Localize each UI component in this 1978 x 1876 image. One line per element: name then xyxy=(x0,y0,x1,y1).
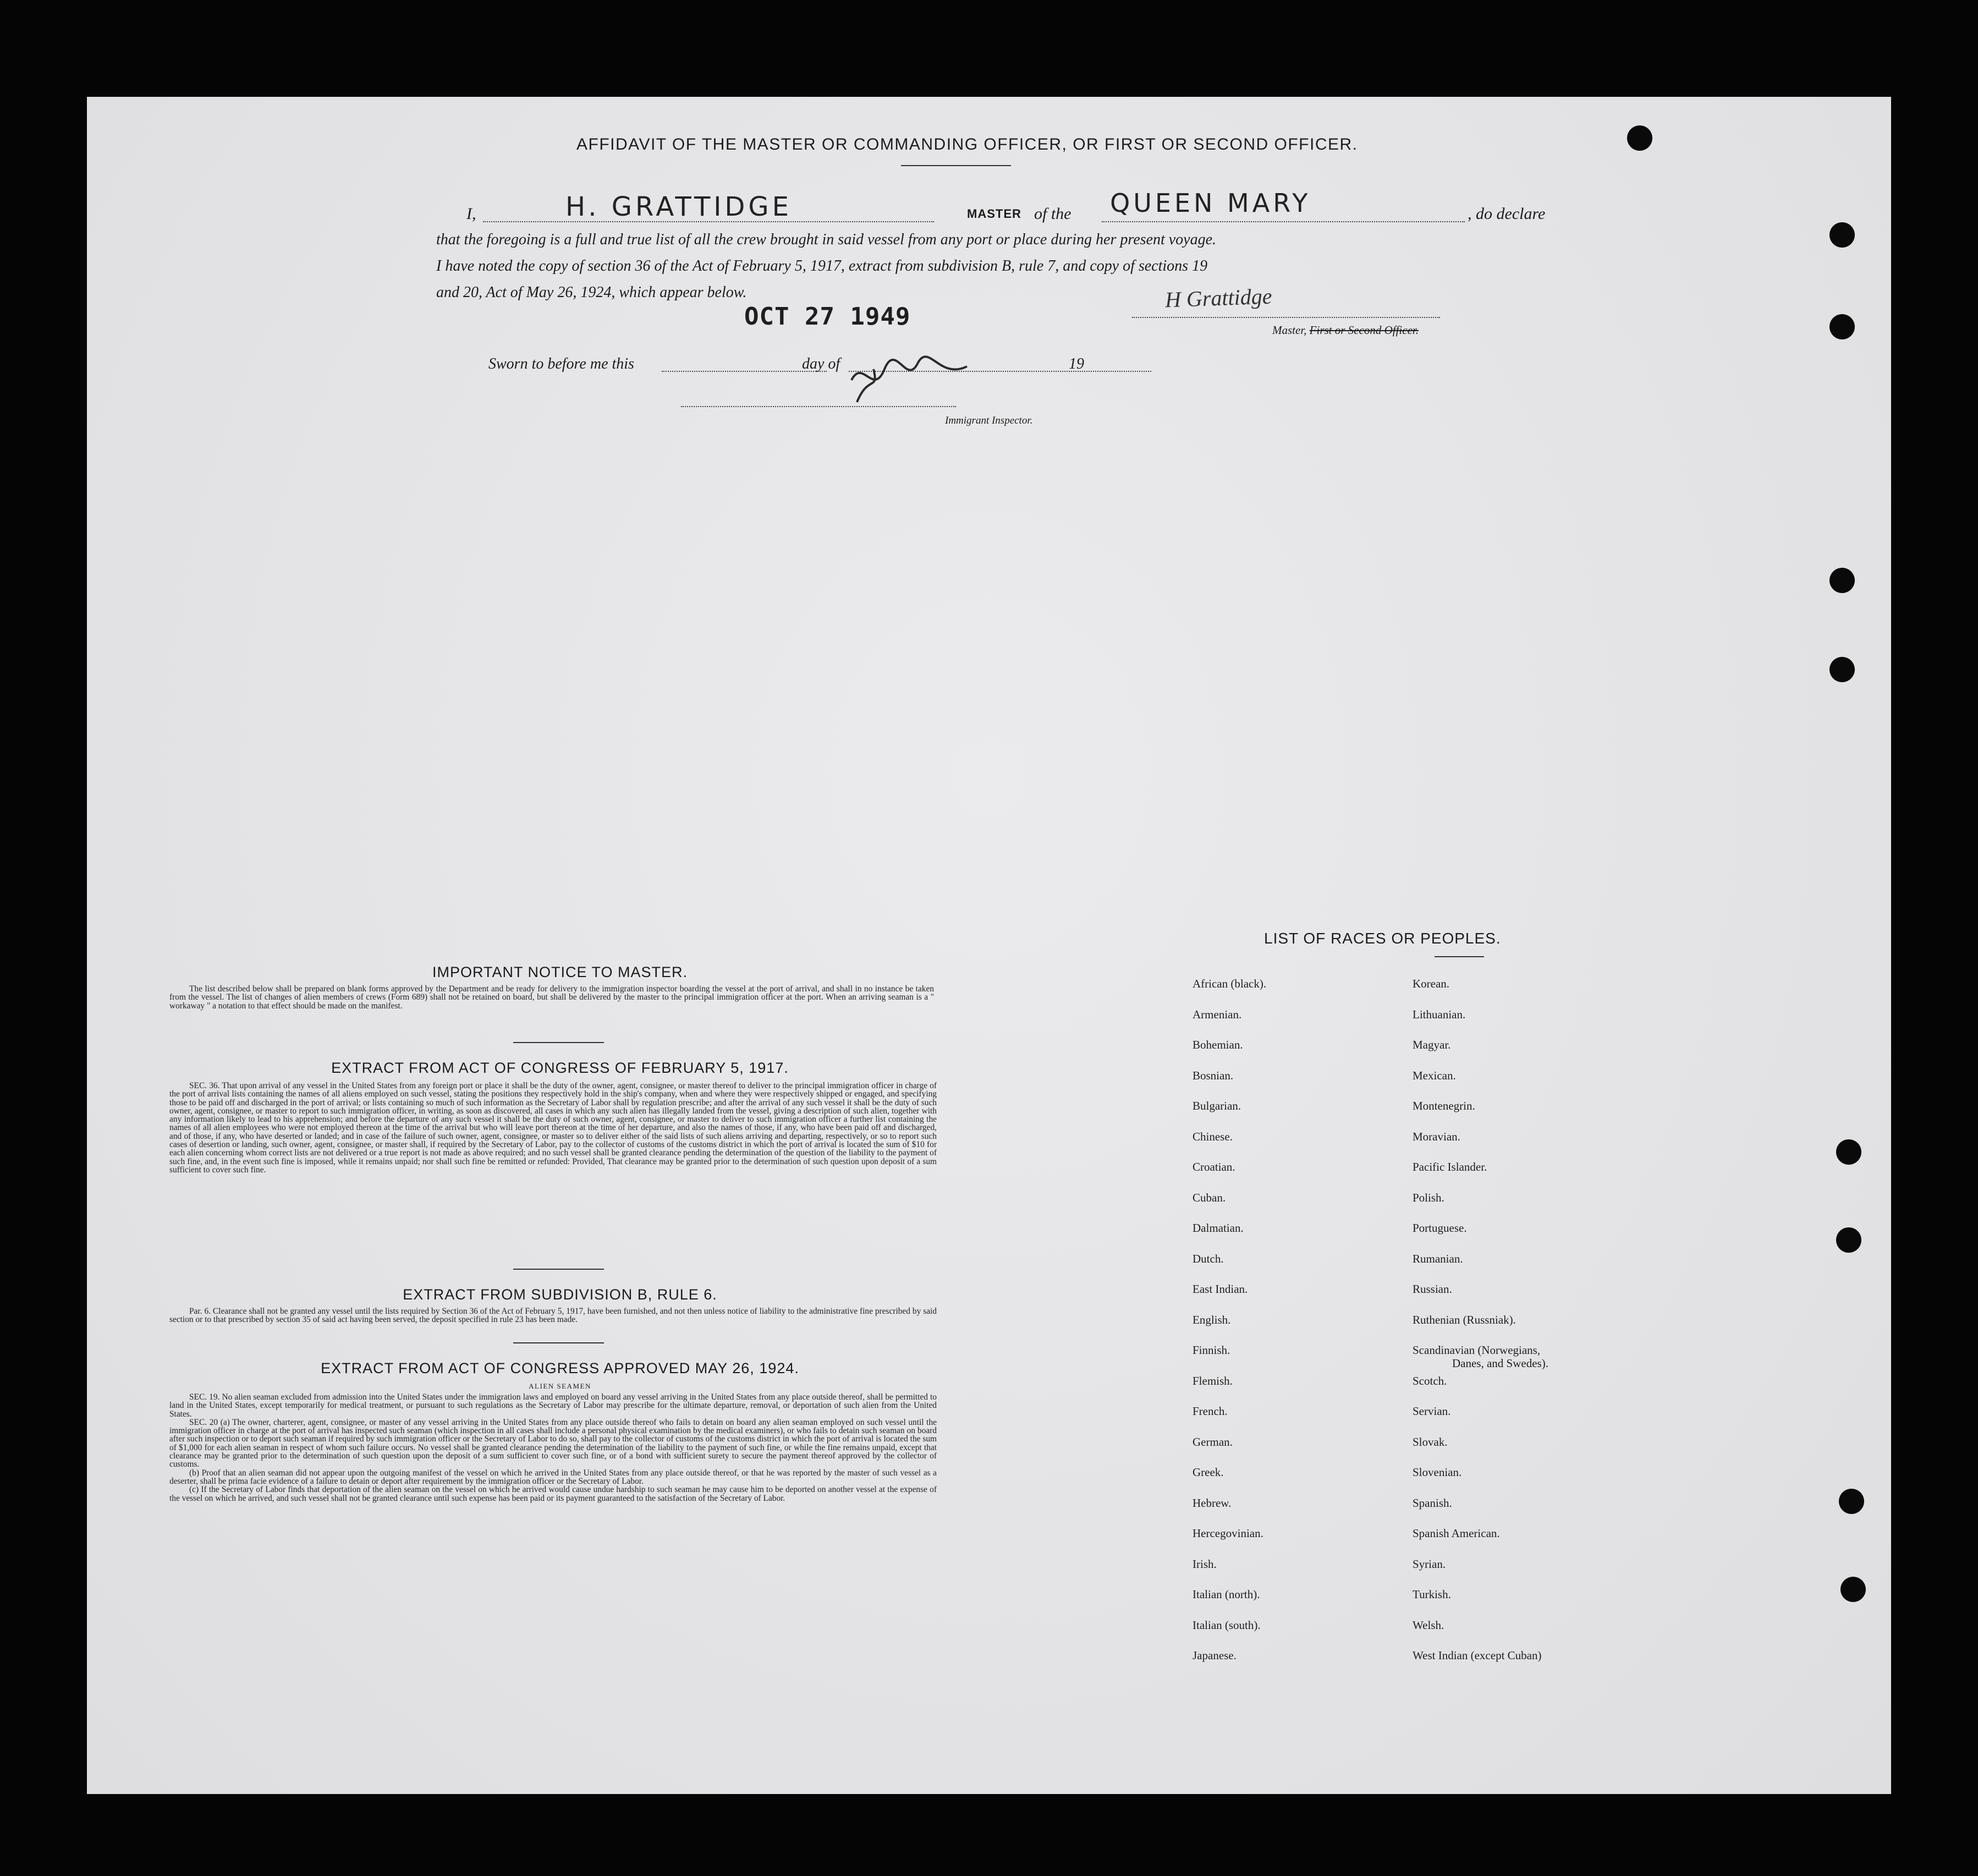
race-entry: Syrian. xyxy=(1413,1557,1446,1571)
affidavit-line-2: that the foregoing is a full and true list of all the crew brought in said vessel from any port or place during her present voyage. xyxy=(436,231,1217,248)
race-entry: Finnish. xyxy=(1193,1343,1230,1357)
extract-rule6-paragraph: Par. 6. Clearance shall not be granted any vessel until the lists required by Section 36 of the Act of February 5, 1917, have been furnished, and not then unless notice of liability to the administrative fine prescribed by said section or to that prescribed by section 35 of said act having been served, the deposit specified in rule 23 has been made. xyxy=(169,1307,937,1325)
race-entry: Spanish American. xyxy=(1413,1527,1500,1540)
sec20b-paragraph: (b) Proof that an alien seaman did not appear upon the outgoing manifest of the vessel on which he arrived in the United States from any place outside thereof, or that he was reported by the master of such vessel as a deserter, shall be prima facie evidence of a failure to detain or deport after requirement by the immigration officer or the Secretary of Labor. xyxy=(169,1468,937,1486)
race-entry: Japanese. xyxy=(1193,1649,1237,1662)
extract-1924-body xyxy=(169,1393,937,1502)
race-entry: Pacific Islander. xyxy=(1413,1160,1487,1173)
race-entry: Armenian. xyxy=(1193,1007,1242,1021)
race-entry: African (black). xyxy=(1193,977,1267,990)
of-the-label: of the xyxy=(1034,205,1072,223)
extract-1917-title: EXTRACT FROM ACT OF CONGRESS OF FEBRUARY 5, 1917. xyxy=(331,1060,789,1076)
master-label: MASTER xyxy=(967,207,1021,221)
race-entry: Ruthenian (Russniak). xyxy=(1413,1313,1516,1326)
race-entry: Scotch. xyxy=(1413,1374,1447,1387)
race-entry: Magyar. xyxy=(1413,1038,1451,1051)
inspector-signature xyxy=(840,347,972,408)
notice-rule xyxy=(513,1042,604,1043)
signature-title xyxy=(1272,323,1419,337)
day-of-label: day of xyxy=(802,355,840,372)
race-entry: Flemish. xyxy=(1193,1374,1233,1387)
race-entry: Irish. xyxy=(1193,1557,1217,1571)
do-declare-label: , do declare xyxy=(1468,205,1546,223)
extract-rule6-title: EXTRACT FROM SUBDIVISION B, RULE 6. xyxy=(403,1286,717,1303)
race-entry: Croatian. xyxy=(1193,1160,1235,1173)
extract-1917-paragraph: SEC. 36. That upon arrival of any vessel in the United States from any foreign port or place it shall be the duty of the owner, agent, consignee, or master thereof to deliver to the principal immigration officer in charge of the port of arrival lists containing the names of all aliens employed on such vessel, stating the positions they respectively hold in the ship's company, when and where they were respectively shipped or engaged, and specifying those to be paid off and discharged in the port of arrival; or lists containing so much of such information as the Secretary of Labor shall by regulation prescribe; and after the arrival of any such vessel it shall be the duty of such owner, agent, consignee, or master to report to such immigration officer, in writing, as soon as discovered, all cases in which any such alien has illegally landed from the vessel, giving a description of such alien, together with any information likely to lead to his apprehension; and before the departure of any such vessel it shall be the duty of such owner, agent, consignee, or master to deliver to such immigration officer a further list containing the names of all alien employees who were not employed thereon at the time of the arrival but who will leave port thereon at the time of her departure, and also the names of those, if any, who have been paid off and discharged, and of those, if any, who have deserted or landed; and in case of the failure of such owner, agent, consignee, or master so to deliver either of the said lists of such aliens arriving and departing, respectively, or so to report such cases of desertion or landing, such owner, agent, consignee, or master shall, if required by the Secretary of Labor, pay to the collector of customs of the customs district in which the port of arrival is located the sum of $10 for each alien concerning whom correct lists are not delivered or a true report is not made as above required; and no such vessel shall be granted clearance pending the determination of the question of the liability to the payment of such fine, and, in the event such fine is imposed, while it remains unpaid; nor shall such fine be remitted or refunded: Provided, That clearance may be granted prior to the determination of such question upon deposit of a sum sufficient to cover such fine. xyxy=(169,1081,937,1175)
race-entry: Portuguese. xyxy=(1413,1221,1467,1235)
race-entry: West Indian (except Cuban) xyxy=(1413,1649,1542,1662)
punch-hole xyxy=(1829,657,1855,682)
year-label: 19 xyxy=(1069,355,1084,372)
affidavit-line-3: I have noted the copy of section 36 of the Act of February 5, 1917, extract from subdivision B, rule 7, and copy of sections 19 xyxy=(436,257,1208,275)
punch-hole xyxy=(1829,314,1855,339)
race-entry: Hebrew. xyxy=(1193,1496,1232,1510)
extract-rule6-rule xyxy=(513,1342,604,1343)
race-entry: Korean. xyxy=(1413,977,1450,990)
race-entry: Mexican. xyxy=(1413,1068,1456,1082)
affidavit-line-4: and 20, Act of May 26, 1924, which appear below. xyxy=(436,284,747,301)
notice-title: IMPORTANT NOTICE TO MASTER. xyxy=(432,964,688,980)
date-stamp: OCT 27 1949 xyxy=(744,303,911,331)
race-entry: Bulgarian. xyxy=(1193,1099,1241,1112)
signature-title-master: Master, xyxy=(1272,323,1307,337)
races-title: LIST OF RACES OR PEOPLES. xyxy=(1264,930,1501,947)
race-entry: Bohemian. xyxy=(1193,1038,1243,1051)
master-signature: H Grattidge xyxy=(1164,283,1273,312)
inspector-rule xyxy=(681,406,956,407)
race-entry: Servian. xyxy=(1413,1405,1451,1418)
race-entry: Polish. xyxy=(1413,1191,1444,1204)
heading-rule xyxy=(901,165,1011,166)
race-entry: Hercegovinian. xyxy=(1193,1527,1263,1540)
notice-body xyxy=(169,985,934,1010)
document-page xyxy=(87,97,1891,1794)
race-entry: Italian (south). xyxy=(1193,1618,1261,1632)
race-entry: Turkish. xyxy=(1413,1588,1451,1601)
signature-rule xyxy=(1132,317,1440,318)
race-entry: Dutch. xyxy=(1193,1252,1224,1265)
punch-hole xyxy=(1840,1577,1866,1602)
races-rule xyxy=(1435,956,1484,957)
master-name: H. GRATTIDGE xyxy=(565,191,792,222)
sec20c-paragraph: (c) If the Secretary of Labor finds that deportation of the alien seaman on the vessel on which he arrived would cause undue hardship to such seaman he may cause him to be deported on another vessel at the expense of the vessel on which he arrived, and such vessel shall not be granted clearance until such expense has been paid or its payment guaranteed to the satisfaction of the Secretary of Labor. xyxy=(169,1485,937,1503)
affidavit-heading: AFFIDAVIT OF THE MASTER OR COMMANDING OFFICER, OR FIRST OR SECOND OFFICER. xyxy=(576,135,1358,153)
race-entry: Danes, and Swedes). xyxy=(1452,1357,1548,1370)
race-entry: Moravian. xyxy=(1413,1129,1460,1143)
race-entry: Bosnian. xyxy=(1193,1068,1234,1082)
sworn-label: Sworn to before me this xyxy=(488,355,634,372)
race-entry: Italian (north). xyxy=(1193,1588,1260,1601)
extract-1917-body xyxy=(169,1082,937,1174)
affidavit-i-label: I, xyxy=(466,205,476,223)
race-entry: Slovak. xyxy=(1413,1435,1448,1449)
punch-hole xyxy=(1829,568,1855,593)
extract-rule6-body xyxy=(169,1307,937,1324)
signature-title-struck: First or Second Officer. xyxy=(1309,323,1419,337)
master-name-line xyxy=(483,221,934,222)
punch-hole xyxy=(1836,1139,1861,1165)
vessel-name-line xyxy=(1102,221,1465,222)
race-entry: French. xyxy=(1193,1405,1228,1418)
race-entry: East Indian. xyxy=(1193,1282,1248,1296)
race-entry: Dalmatian. xyxy=(1193,1221,1244,1235)
race-entry: Cuban. xyxy=(1193,1191,1226,1204)
inspector-label: Immigrant Inspector. xyxy=(945,415,1033,426)
punch-hole xyxy=(1829,222,1855,248)
race-entry: Slovenian. xyxy=(1413,1466,1462,1479)
extract-1917-rule xyxy=(513,1269,604,1270)
race-entry: Scandinavian (Norwegians, xyxy=(1413,1343,1541,1357)
vessel-name: QUEEN MARY xyxy=(1110,188,1311,218)
race-entry: Rumanian. xyxy=(1413,1252,1463,1265)
sec20a-paragraph: SEC. 20 (a) The owner, charterer, agent, consignee, or master of any vessel arriving in the United States from any place outside thereof who fails to detain on board any alien seaman employed on such vessel until the immigration officer in charge at the port of arrival has inspected such seaman (which inspection in all cases shall include a personal physical examination by the medical examiners), or who fails to detain such seaman on board after such inspection or to deport such seaman if required by such immigration officer or the Secretary of Labor to do so, shall pay to the collector of customs of the customs district in which the port of arrival is located the sum of $1,000 for each alien seaman in respect of whom such failure occurs. No vessel shall be granted clearance pending the determination of the liability to the payment of such fine, or while the fine remains unpaid, except that clearance may be granted prior to the determination of such question upon the deposit of a sum sufficient to cover such fine, or of a bond with sufficient surety to secure the payment thereof approved by the collector of customs. xyxy=(169,1417,937,1469)
race-entry: Lithuanian. xyxy=(1413,1007,1466,1021)
race-entry: Greek. xyxy=(1193,1466,1224,1479)
notice-paragraph: The list described below shall be prepared on blank forms approved by the Department and be ready for delivery to the immigration inspector boarding the vessel at the port of arrival, and shall in no instance be taken from the vessel. The list of changes of alien members of crews (Form 689) shall not be retained on board, but shall be delivered by the master to the principal immigration officer at the port. When an arriving seaman is a " workaway " a notation to that effect should be made on the manifest. xyxy=(169,984,934,1011)
race-entry: Chinese. xyxy=(1193,1129,1233,1143)
race-entry: Welsh. xyxy=(1413,1618,1444,1632)
race-entry: Montenegrin. xyxy=(1413,1099,1475,1112)
punch-hole xyxy=(1839,1489,1864,1514)
race-entry: German. xyxy=(1193,1435,1233,1449)
race-entry: English. xyxy=(1193,1313,1231,1326)
punch-hole xyxy=(1627,125,1652,151)
race-entry: Russian. xyxy=(1413,1282,1452,1296)
race-entry: Spanish. xyxy=(1413,1496,1452,1510)
sec19-paragraph: SEC. 19. No alien seaman excluded from admission into the United States under the immigration laws and employed on board any vessel arriving in the United States from any place outside thereof, shall be permitted to land in the United States, except temporarily for medical treatment, or pursuant to such regulations as the Secretary of Labor may prescribe for the ultimate departure, removal, or deportation of such alien from the United States. xyxy=(169,1392,937,1419)
punch-hole xyxy=(1836,1227,1861,1253)
alien-seamen-subtitle: ALIEN SEAMEN xyxy=(529,1382,591,1390)
extract-1924-title: EXTRACT FROM ACT OF CONGRESS APPROVED MAY 26, 1924. xyxy=(321,1360,799,1376)
